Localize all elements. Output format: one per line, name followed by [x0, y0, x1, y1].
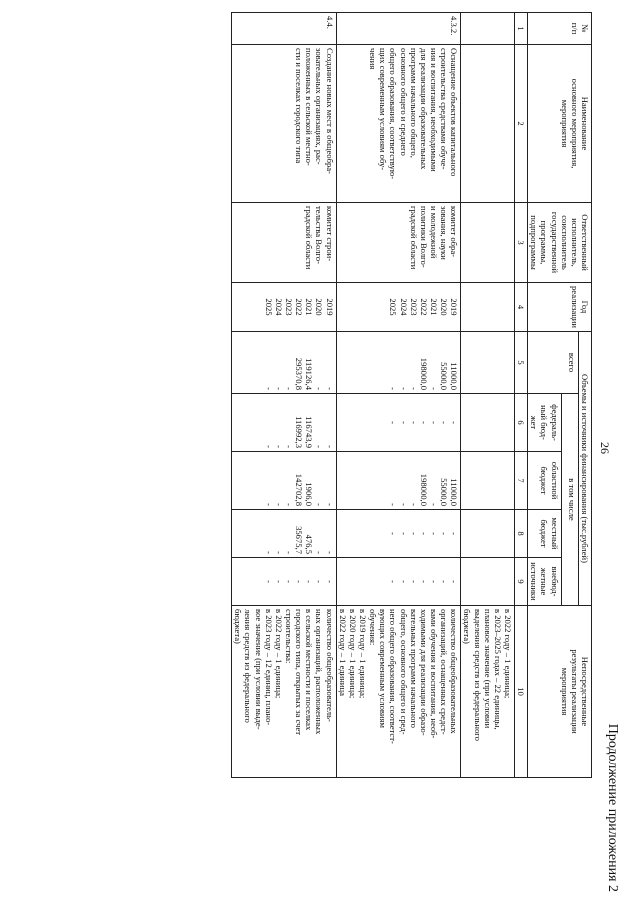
results-carryover: в 2022 году – 1 единица; в 2023–2025 годах – 22 единицы, плановое значение (при условии выделения средств из федерального бюджета)	[461, 606, 515, 778]
row-executor: комитет обра- зования, науки и молодежной политики Волго- градской области	[336, 203, 461, 283]
row-offbudget: - - - - - - -	[232, 558, 336, 606]
col-header-year: Год реализации	[528, 283, 592, 332]
row-federal: - - - - - - -	[336, 394, 461, 452]
row-federal: - - 116743,9 116992,3 - - -	[232, 394, 336, 452]
row-local: - - 476,5 35675,7 - - -	[232, 510, 336, 558]
col-header-offbudget: внебюд- жетные источники	[528, 558, 561, 606]
col-number: 9	[515, 558, 528, 606]
col-header-incl: в том числе	[561, 394, 578, 606]
col-header-num: № п/п	[528, 13, 592, 45]
row-num: 4.3.2.	[336, 13, 461, 45]
col-number: 2	[515, 45, 528, 203]
col-header-regional: областной бюджет	[528, 452, 561, 510]
col-number: 8	[515, 510, 528, 558]
col-number: 3	[515, 203, 528, 283]
empty-cell	[461, 332, 515, 394]
row-name: Оснащение объектов капитального строительства средствами обуче- ния и воспитания, необходимыми для реализации образовательных программ начального общего, основного общего и среднего общего образования, соответствую- щих современным условиям обу- чения	[336, 45, 461, 203]
empty-cell	[461, 13, 515, 45]
row-regional: 11000,0 55000,0 - 198000,0 - - -	[336, 452, 461, 510]
row-years: 2019 2020 2021 2022 2023 2024 2025	[232, 283, 336, 332]
row-offbudget: - - - - - - -	[336, 558, 461, 606]
table-row	[461, 13, 515, 778]
empty-cell	[461, 283, 515, 332]
table-row	[232, 13, 336, 778]
row-name: Создание новых мест в общеобра- зовательных организациях, рас- положенных в сельской местно- сти и поселках городского типа	[232, 45, 336, 203]
row-num: 4.4.	[232, 13, 336, 45]
row-regional: - - 1906,0 142702,8 - - -	[232, 452, 336, 510]
page-number: 26	[598, 442, 612, 454]
col-header-total: всего	[528, 332, 579, 394]
empty-cell	[461, 558, 515, 606]
col-header-federal: федераль- ный бюд- жет	[528, 394, 561, 452]
empty-cell	[461, 510, 515, 558]
table-header-row	[578, 13, 591, 778]
col-header-local: местный бюджет	[528, 510, 561, 558]
row-total: 11000,0 55000,0 - 198000,0 - - -	[336, 332, 461, 394]
col-number: 10	[515, 606, 528, 778]
appendix-continuation-note: Продолжение приложения 2	[605, 723, 620, 892]
row-total: - - 119126,4 295370,8 - - -	[232, 332, 336, 394]
row-executor: комитет строи- тельства Волго- градской области	[232, 203, 336, 283]
row-results: количество общеобразователь- ных организаций, расположенных в сельской местности и поселках городского типа, открытых за счет строительства: в 2022 году – 1 единица; в 2023 году – 12 единиц, плано- вое значение (при условии выде- ления средств из федерального бюджета)	[232, 606, 336, 778]
program-table	[231, 12, 592, 778]
row-local: - - - - - - -	[336, 510, 461, 558]
col-number: 4	[515, 283, 528, 332]
rotated-content	[20, 12, 620, 892]
col-number: 1	[515, 13, 528, 45]
col-number: 5	[515, 332, 528, 394]
col-number: 7	[515, 452, 528, 510]
col-header-funding: Объемы и источники финансирования (тыс.рублей)	[578, 332, 591, 606]
col-header-executor: Ответственный исполнитель, соисполнитель государственной программы, подпрограммы	[528, 203, 592, 283]
col-number: 6	[515, 394, 528, 452]
column-number-row	[515, 13, 528, 778]
row-years: 2019 2020 2021 2022 2023 2024 2025	[336, 283, 461, 332]
empty-cell	[461, 203, 515, 283]
empty-cell	[461, 45, 515, 203]
empty-cell	[461, 452, 515, 510]
table-row	[336, 13, 461, 778]
col-header-results: Непосредственные результаты реализации мероприятия	[528, 606, 592, 778]
row-results: количество общеобразовательных организаций, оснащенных средст- вами обучения и воспитания, необ- ходимыми для реализации образо- вательных программ начального общего, основного общего и сред- него общего образования, соответст- вующих современным условиям обучения: в 2019 году – 1 единица; в 2020 году – 1 единица; в 2022 году – 1 единица	[336, 606, 461, 778]
empty-cell	[461, 394, 515, 452]
col-header-name: Наименование основного мероприятия, мероприятия	[528, 45, 592, 203]
